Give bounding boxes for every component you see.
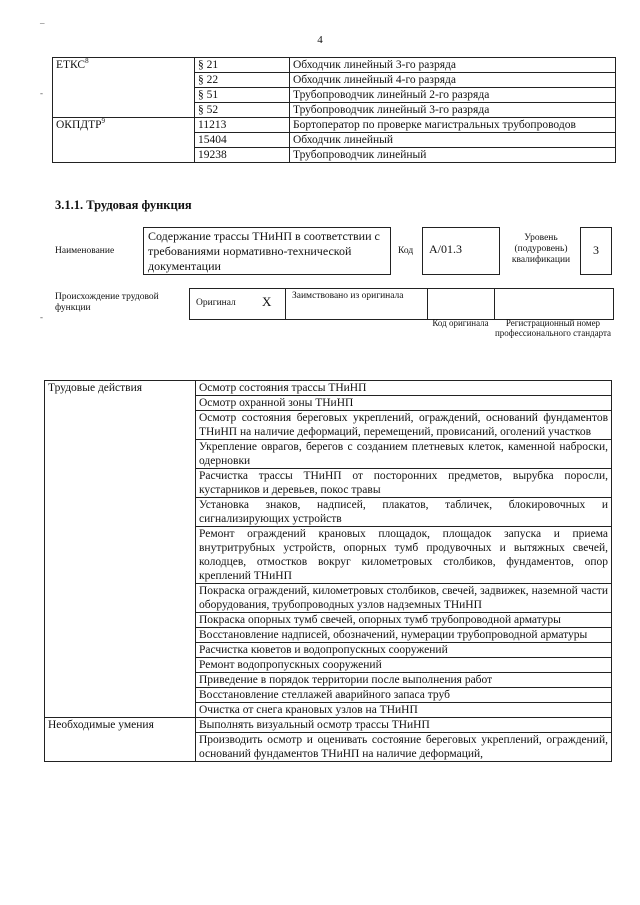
scan-mark: - [40, 312, 43, 322]
page-number: 4 [317, 34, 323, 46]
action-item: Осмотр охранной зоны ТНиНП [196, 396, 612, 411]
name-cell: Трубопроводчик линейный 2-го разряда [290, 88, 616, 103]
name-cell: Обходчик линейный 3-го разряда [290, 58, 616, 73]
name-label: Наименование [55, 246, 115, 256]
action-item: Ремонт водопропускных сооружений [196, 658, 612, 673]
code-cell: § 22 [195, 73, 290, 88]
code-cell: § 52 [195, 103, 290, 118]
name-cell: Трубопроводчик линейный [290, 148, 616, 163]
reg-caption: Регистрационный номер профессионального стандарта [494, 318, 612, 338]
skill-item: Производить осмотр и оценивать состояние береговых укреплений, ограждений, оснований фундаментов ТНиНП на наличие деформаций, [196, 733, 612, 762]
name-cell: Трубопроводчик линейный 3-го разряда [290, 103, 616, 118]
table-row [45, 718, 612, 733]
scan-mark: – [40, 18, 45, 28]
level-box: 3 [580, 227, 612, 275]
borrowed-label: Заимствовано из оригинала [292, 291, 404, 301]
action-item: Установка знаков, надписей, плакатов, табличек, блокировочных и сигнализирующих устройств [196, 498, 612, 527]
okpdtr-cell: ОКПДТР$^9$ [53, 118, 195, 163]
table-row [53, 58, 616, 73]
original-code-cell [427, 288, 496, 320]
action-item: Очистка от снега крановых узлов на ТНиНП [196, 703, 612, 718]
reg-number-cell [494, 288, 614, 320]
actions-label: Трудовые действия [45, 381, 196, 718]
code-label: Код [398, 246, 414, 256]
borrowed-cell [285, 288, 429, 320]
table-row [53, 118, 616, 133]
scan-mark: - [40, 88, 43, 98]
code-cell: 11213 [195, 118, 290, 133]
section-title: 3.1.1. Трудовая функция [55, 198, 192, 212]
code-cell: 19238 [195, 148, 290, 163]
action-item: Восстановление стеллажей аварийного запаса труб [196, 688, 612, 703]
action-item: Ремонт ограждений крановых площадок, площадок запуска и приема внутритрубных устройств, опорных тумб продувочных и вытяжных свечей, колодцев, отмостков вокруг километровых столбиков, фундаментов, опор креплений ТНиНП [196, 527, 612, 584]
function-name-box: Содержание трассы ТНиНП в соответствии с требованиями нормативно-технической документации [143, 227, 391, 275]
action-item: Расчистка трассы ТНиНП от посторонних предметов, вырубка поросли, кустарников и деревьев, покос травы [196, 469, 612, 498]
original-mark: X [262, 294, 272, 309]
work-function-table [44, 380, 612, 762]
classification-table [52, 57, 616, 163]
etks-cell: ЕТКС$^8$ [53, 58, 195, 118]
name-cell: Обходчик линейный [290, 133, 616, 148]
action-item: Покраска ограждений, километровых столбиков, свечей, задвижек, наземной части оборудования, трубопроводных узлов надземных ТНиНП [196, 584, 612, 613]
table-row [45, 381, 612, 396]
code-cell: § 51 [195, 88, 290, 103]
action-item: Покраска опорных тумб свечей, опорных тумб трубопроводной арматуры [196, 613, 612, 628]
action-item: Приведение в порядок территории после выполнения работ [196, 673, 612, 688]
code-cell: 15404 [195, 133, 290, 148]
level-label: Уровень (подуровень) квалификации [511, 233, 571, 265]
original-cell [189, 288, 287, 320]
name-cell: Бортоператор по проверке магистральных трубопроводов [290, 118, 616, 133]
action-item: Осмотр состояния трассы ТНиНП [196, 381, 612, 396]
original-label: Оригинал [196, 298, 236, 308]
action-item: Расчистка кюветов и водопропускных сооружений [196, 643, 612, 658]
skills-label: Необходимые умения [45, 718, 196, 762]
code-caption: Код оригинала [432, 318, 489, 328]
origin-label: Происхождение трудовой функции [55, 292, 159, 313]
action-item: Осмотр состояния береговых укреплений, ограждений, оснований фундаментов ТНиНП на наличие деформаций, перемещений, провисаний, оголений участков [196, 411, 612, 440]
name-cell: Обходчик линейный 4-го разряда [290, 73, 616, 88]
action-item: Восстановление надписей, обозначений, нумерации трубопроводной арматуры [196, 628, 612, 643]
skill-item: Выполнять визуальный осмотр трассы ТНиНП [196, 718, 612, 733]
action-item: Укрепление оврагов, берегов с созданием плетневых клеток, каменной наброски, одерновки [196, 440, 612, 469]
function-code-box: А/01.3 [422, 227, 500, 275]
code-cell: § 21 [195, 58, 290, 73]
